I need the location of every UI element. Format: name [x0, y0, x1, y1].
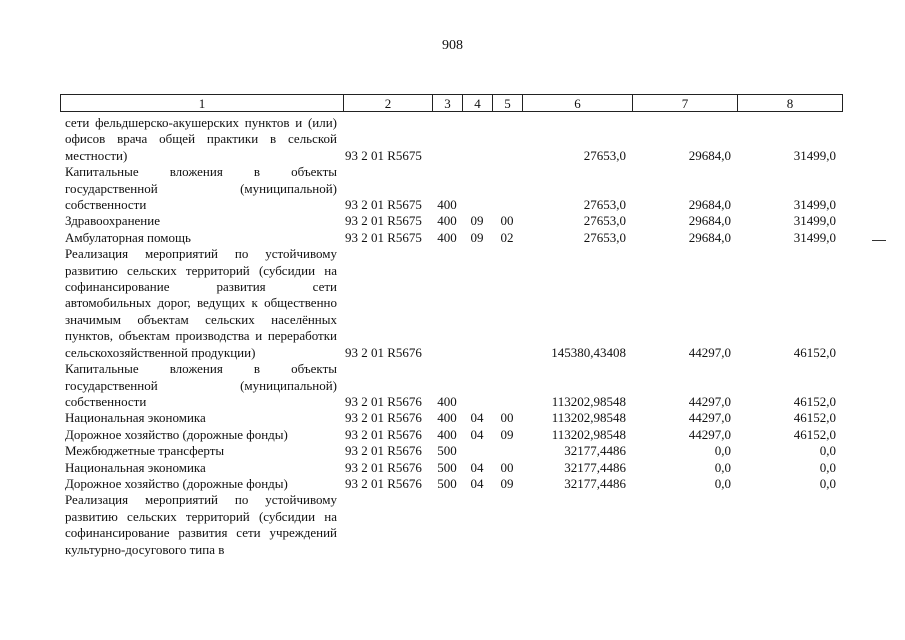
header-col-3: 3 [433, 95, 463, 112]
table-row [60, 460, 842, 476]
row-value-1: 27653,0 [583, 197, 626, 213]
row-pr: 00 [500, 459, 514, 475]
row-rz: 09 [470, 229, 484, 245]
row-code: 93 2 01 R5675 [345, 213, 422, 229]
row-value-3: 46152,0 [793, 410, 836, 426]
row-value-2: 44297,0 [688, 426, 731, 442]
row-rz [462, 246, 492, 361]
row-name: Национальная экономика [65, 459, 206, 475]
table-row [60, 213, 842, 229]
row-vr [432, 115, 462, 164]
row-name: Дорожное хозяйство (дорожные фонды) [65, 426, 288, 442]
row-value-1: 32177,4486 [564, 443, 626, 459]
row-rz: 04 [470, 459, 484, 475]
row-value-3: 0,0 [819, 459, 836, 475]
row-value-1: 145380,43408 [551, 344, 626, 360]
row-value-1: 113202,98548 [551, 426, 626, 442]
row-pr [492, 164, 522, 213]
row-pr: 00 [500, 213, 514, 229]
row-value-1: 32177,4486 [564, 459, 626, 475]
header-col-1: 1 [61, 95, 344, 112]
row-value-3: 0,0 [819, 475, 836, 491]
table-row [60, 427, 842, 443]
table-row [60, 410, 842, 426]
header-col-4: 4 [463, 95, 493, 112]
row-value-2: 0,0 [714, 459, 731, 475]
row-code: 93 2 01 R5675 [345, 229, 422, 245]
row-pr [492, 115, 522, 164]
row-rz: 04 [470, 475, 484, 491]
header-col-7: 7 [633, 95, 738, 112]
row-value-1: 113202,98548 [551, 410, 626, 426]
row-pr: 00 [500, 410, 514, 426]
row-vr: 500 [437, 459, 457, 475]
row-value-3: 31499,0 [793, 197, 836, 213]
header-col-8: 8 [738, 95, 843, 112]
row-pr [492, 443, 522, 459]
row-value-2: 29684,0 [688, 197, 731, 213]
row-value-2: 44297,0 [688, 393, 731, 409]
row-rz [462, 115, 492, 164]
row-value-1: 32177,4486 [564, 475, 626, 491]
row-vr: 400 [437, 410, 457, 426]
row-vr [432, 246, 462, 361]
row-value-3: 46152,0 [793, 344, 836, 360]
row-value-3: 0,0 [819, 443, 836, 459]
row-value-3: 31499,0 [793, 229, 836, 245]
row-value-1 [522, 492, 632, 558]
row-code: 93 2 01 R5676 [345, 393, 422, 409]
budget-table [60, 115, 842, 558]
row-pr: 02 [500, 229, 514, 245]
table-row [60, 476, 842, 492]
row-vr: 400 [437, 393, 457, 409]
row-value-1: 113202,98548 [551, 393, 626, 409]
row-pr [492, 246, 522, 361]
row-rz [462, 492, 492, 558]
table-row [60, 115, 842, 164]
row-code: 93 2 01 R5676 [345, 410, 422, 426]
row-code: 93 2 01 R5676 [345, 443, 422, 459]
row-value-1: 27653,0 [583, 147, 626, 163]
table-row [60, 230, 842, 246]
row-name: Капитальные вложения в объекты государственной (муниципальной) собственности [65, 361, 337, 409]
table-header [60, 94, 843, 112]
row-code: 93 2 01 R5676 [345, 426, 422, 442]
row-rz: 09 [470, 213, 484, 229]
row-name: Дорожное хозяйство (дорожные фонды) [65, 475, 288, 491]
row-name: Национальная экономика [65, 410, 206, 426]
row-pr: 09 [500, 475, 514, 491]
row-rz: 04 [470, 426, 484, 442]
table-row [60, 492, 842, 558]
row-rz [462, 361, 492, 410]
row-rz: 04 [470, 410, 484, 426]
margin-dash [872, 240, 886, 241]
row-value-1: 27653,0 [583, 229, 626, 245]
row-value-2: 44297,0 [688, 410, 731, 426]
row-value-2: 29684,0 [688, 213, 731, 229]
row-name: Капитальные вложения в объекты государственной (муниципальной) собственности [65, 164, 337, 213]
row-name: Реализация мероприятий по устойчивому развитию сельских территорий (субсидии на софинансирование развития сети автомобильных дорог, ведущих к общественно значимым объектам сельских населённых пунктов, объектам производства и переработки сельскохозяйственной продукции) [65, 246, 337, 360]
row-code: 93 2 01 R5676 [345, 344, 422, 360]
row-code: 93 2 01 R5676 [345, 475, 422, 491]
row-vr: 400 [437, 229, 457, 245]
row-code: 93 2 01 R5675 [345, 197, 422, 213]
row-pr: 09 [500, 426, 514, 442]
row-value-2: 0,0 [714, 443, 731, 459]
row-value-1: 27653,0 [583, 213, 626, 229]
row-value-3: 46152,0 [793, 426, 836, 442]
row-pr [492, 492, 522, 558]
header-col-6: 6 [523, 95, 633, 112]
row-value-3 [737, 492, 842, 558]
row-name: Амбулаторная помощь [65, 229, 191, 245]
table-row [60, 164, 842, 213]
row-value-2 [632, 492, 737, 558]
row-vr: 500 [437, 475, 457, 491]
row-value-2: 29684,0 [688, 229, 731, 245]
row-code: 93 2 01 R5675 [345, 147, 422, 163]
row-name: Здравоохранение [65, 213, 160, 229]
row-name: сети фельдшерско-акушерских пунктов и (или) офисов врача общей практики в сельской местности) [65, 115, 337, 163]
header-col-2: 2 [344, 95, 433, 112]
row-value-2: 44297,0 [688, 344, 731, 360]
table-row [60, 246, 842, 361]
row-rz [462, 443, 492, 459]
row-value-2: 0,0 [714, 475, 731, 491]
row-value-3: 46152,0 [793, 393, 836, 409]
header-col-5: 5 [493, 95, 523, 112]
row-name: Реализация мероприятий по устойчивому развитию сельских территорий (субсидии на софинансирование развития сети учреждений культурно-досугового типа в [65, 492, 337, 557]
row-value-2: 29684,0 [688, 147, 731, 163]
row-value-3: 31499,0 [793, 213, 836, 229]
row-vr: 400 [437, 197, 457, 213]
row-code [343, 492, 432, 558]
row-rz [462, 164, 492, 213]
page-number: 908 [442, 38, 463, 53]
row-vr [432, 492, 462, 558]
row-pr [492, 361, 522, 410]
row-vr: 500 [437, 443, 457, 459]
row-vr: 400 [437, 426, 457, 442]
table-row [60, 443, 842, 459]
row-name: Межбюджетные трансферты [65, 443, 225, 459]
table-row [60, 361, 842, 410]
row-value-3: 31499,0 [793, 147, 836, 163]
row-code: 93 2 01 R5676 [345, 459, 422, 475]
row-vr: 400 [437, 213, 457, 229]
